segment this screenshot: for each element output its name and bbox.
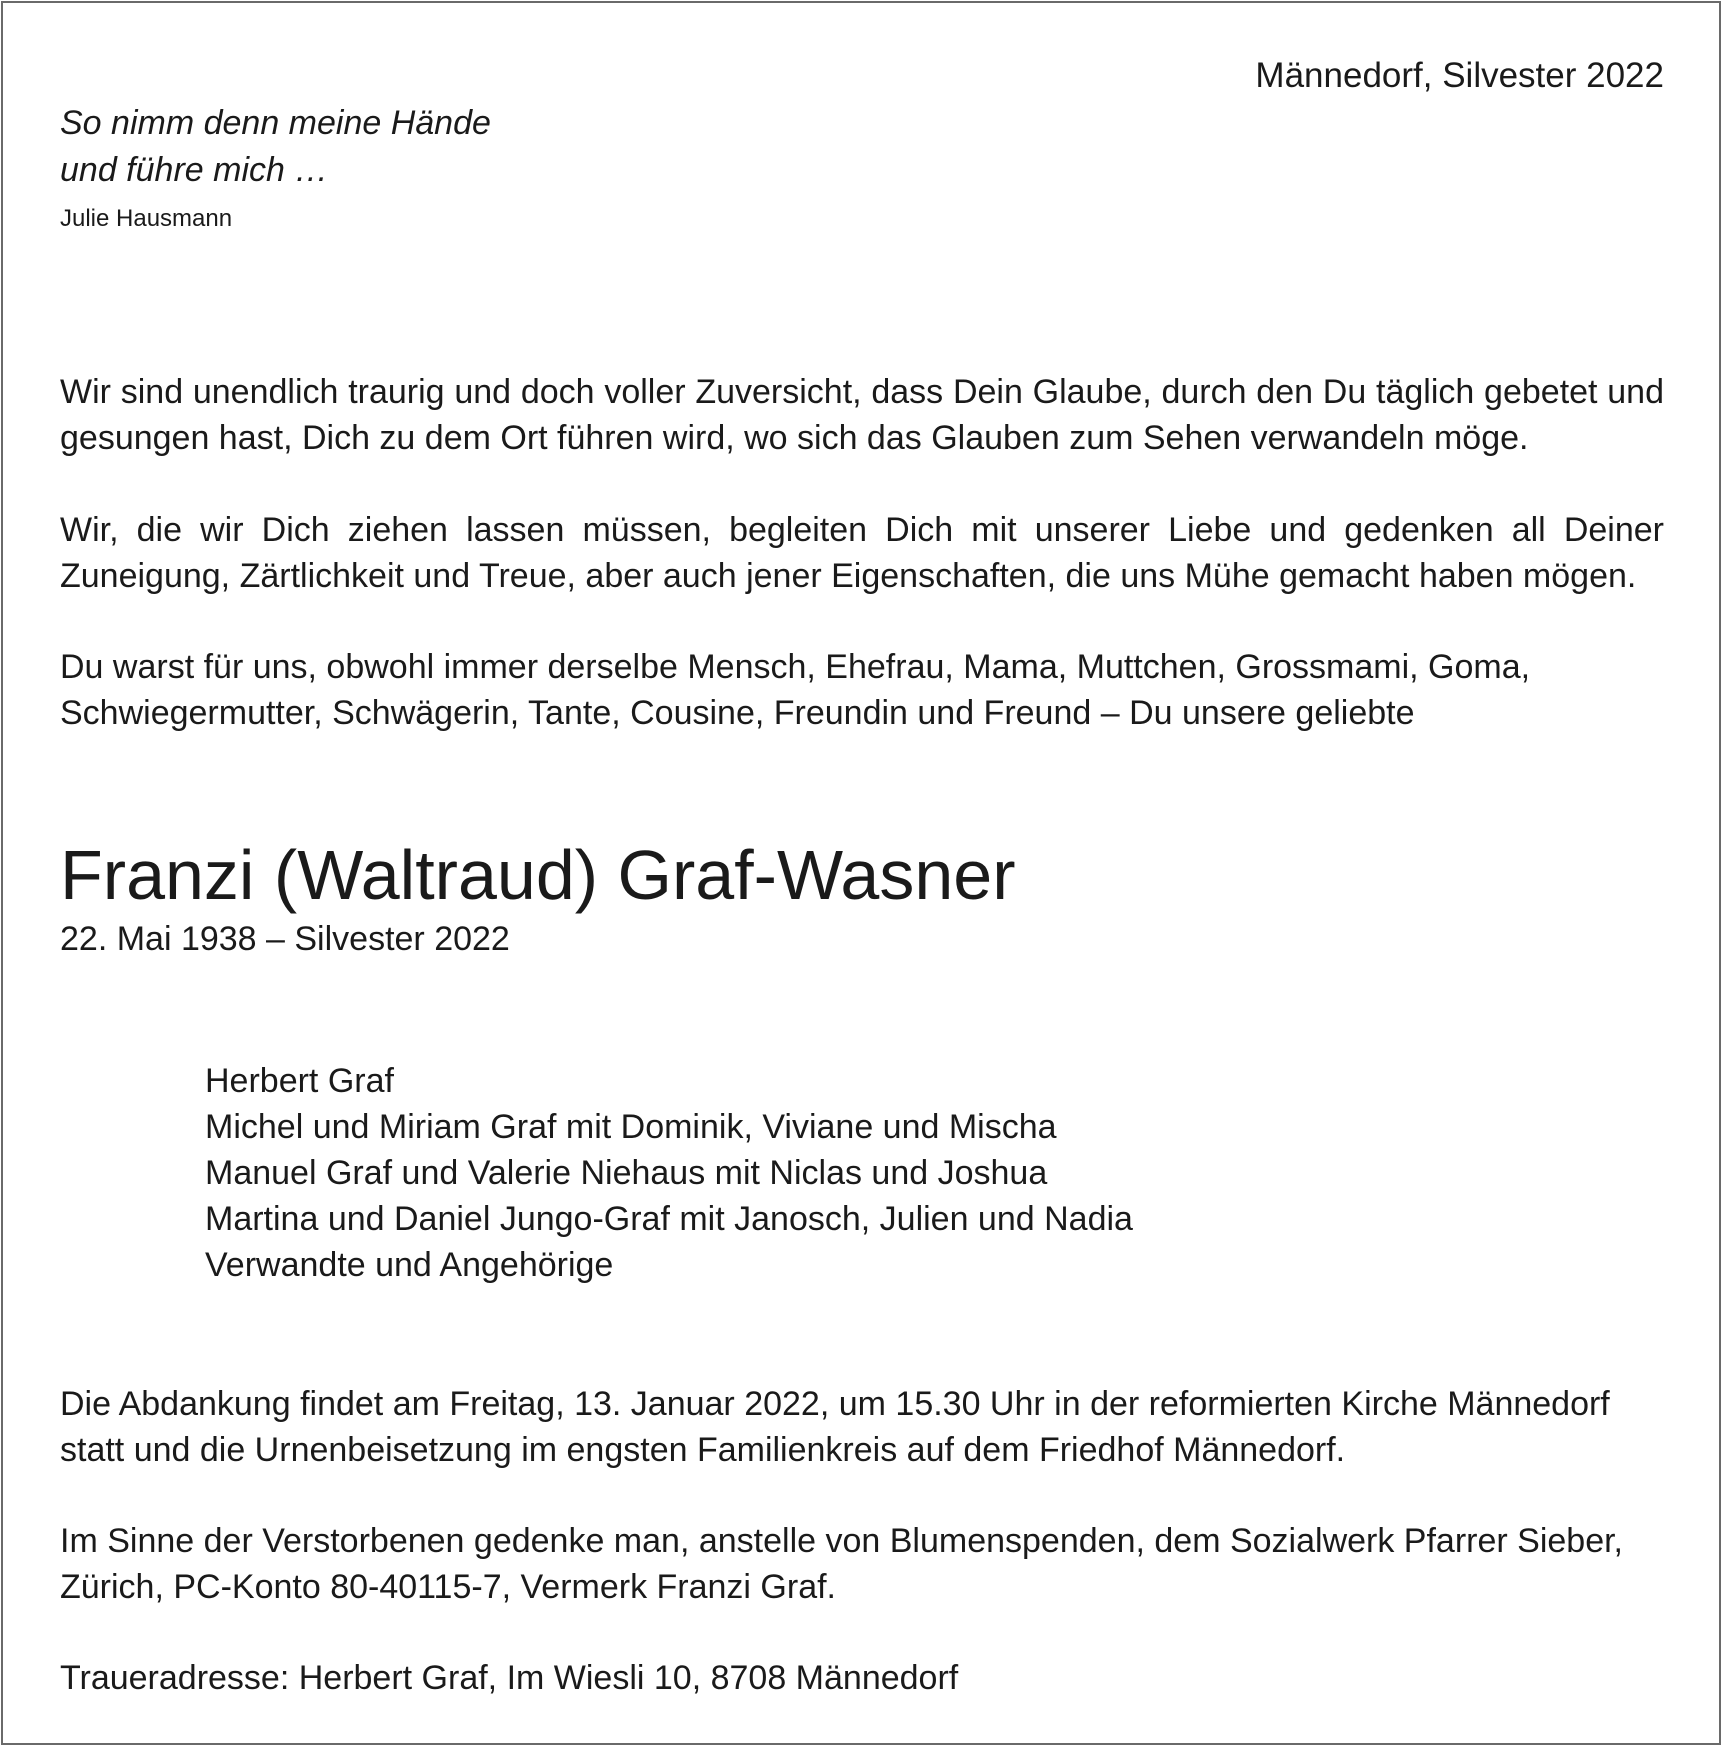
mourner-item: Manuel Graf und Valerie Niehaus mit Niclas und Joshua	[205, 1154, 1048, 1192]
mourner-item: Martina und Daniel Jungo-Graf mit Janosch, Julien und Nadia	[205, 1200, 1133, 1238]
deceased-name: Franzi (Waltraud) Graf-Wasner	[60, 836, 1016, 914]
mourner-item: Verwandte und Angehörige	[205, 1246, 614, 1284]
intro-paragraph-1: Wir sind unendlich traurig und doch voller Zuversicht, dass Dein Glaube, durch den Du täglich gebetet und gesungen hast, Dich zu dem Ort führen wird, wo sich das Glauben zum Sehen verwandeln möge.	[60, 373, 1664, 457]
mourners-list	[205, 1058, 1133, 1288]
mourning-address: Traueradresse: Herbert Graf, Im Wiesli 10, 8708 Männedorf	[60, 1659, 959, 1697]
mourner-item: Herbert Graf	[205, 1062, 394, 1100]
intro-paragraph-3: Du warst für uns, obwohl immer derselbe Mensch, Ehefrau, Mama, Muttchen, Grossmami, Goma, Schwiegermutter, Schwägerin, Tante, Cousine, Freundin und Freund – Du unsere geliebte	[60, 648, 1531, 732]
motto-line-1: So nimm denn meine Hände	[60, 104, 491, 142]
mourner-item: Michel und Miriam Graf mit Dominik, Viviane und Mischa	[205, 1108, 1057, 1146]
motto-line-2: und führe mich …	[60, 151, 329, 189]
donations-notice: Im Sinne der Verstorbenen gedenke man, anstelle von Blumenspenden, dem Sozialwerk Pfarrer Sieber, Zürich, PC-Konto 80-40115-7, Vermerk Franzi Graf.	[60, 1522, 1624, 1606]
intro-paragraph-2: Wir, die wir Dich ziehen lassen müssen, begleiten Dich mit unserer Liebe und gedenken all Deiner Zuneigung, Zärtlichkeit und Treue, aber auch jener Eigenschaften, die uns Mühe gemacht haben mögen.	[60, 511, 1664, 595]
ceremony-notice: Die Abdankung findet am Freitag, 13. Januar 2022, um 15.30 Uhr in der reformierten Kirche Männedorf statt und die Urnenbeisetzung im engsten Familienkreis auf dem Friedhof Männedorf.	[60, 1385, 1610, 1469]
place-date: Männedorf, Silvester 2022	[1255, 56, 1664, 95]
motto-author: Julie Hausmann	[60, 205, 233, 232]
deceased-lifespan: 22. Mai 1938 – Silvester 2022	[60, 920, 510, 958]
motto-quote	[60, 100, 491, 194]
